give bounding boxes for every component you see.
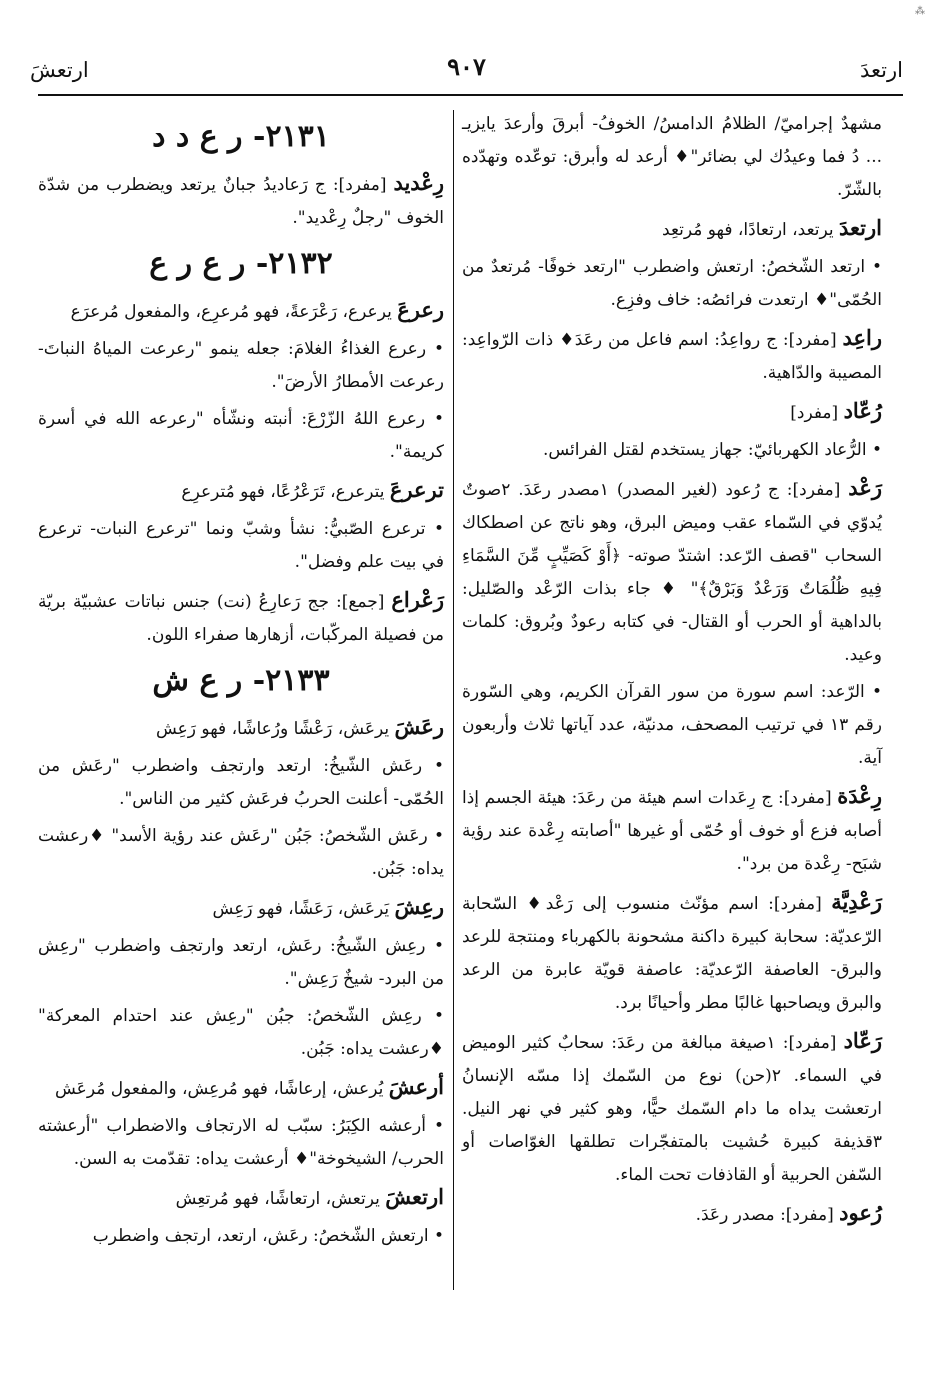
dictionary-entry <box>462 251 882 317</box>
entry-text: • رعِش الشّيخُ: رعَش، ارتعد وارتجف واضطرب "رعِش من البرد- شيخٌ رَعِش". <box>38 936 444 989</box>
entry-headword: رعَشَ <box>394 714 444 739</box>
dictionary-entry <box>38 710 444 746</box>
header-rule <box>38 94 903 96</box>
dictionary-entry <box>38 890 444 926</box>
entry-headword: رَعْد <box>848 475 882 500</box>
dictionary-entry <box>462 1196 882 1232</box>
entry-text: • رعَش الشّخصُ: جَبُن "رعَش عند رؤية الأسد" ♦رعشت يداه: جَبُن. <box>38 826 444 879</box>
entry-headword: ارتعدَ <box>839 215 882 240</box>
corner-mark: ⁂ <box>915 6 925 17</box>
entry-headword: ارتعشَ <box>385 1184 444 1209</box>
entry-text: [جمع]: جج رَعارِعُ (نت) جنس نباتات عشبيّة بريّة من فصيلة المركّبات، أزهارها صفراء اللون. <box>38 592 444 645</box>
entry-text: [مفرد]: ج رَعاديدُ جبانٌ يرتعد ويضطرب من شدّة الخوف "رجلٌ رِعْديد". <box>38 175 444 228</box>
entry-text: مشهدٌ إجراميّ/ الظلامُ الدامسُ/ الخوفُ- أبرقَ وأرعدَ يايزيـ ... دُ فما وعيدُك لي بضائر"♦ أرعد له وأبرق: توعّده وتهدّده بالشّرّ. <box>462 114 882 200</box>
entry-text: [مفرد] <box>790 403 844 423</box>
dictionary-entry <box>38 1000 444 1066</box>
entry-text: يرعرع، رَعْرَعةً، فهو مُرعرِع، والمفعول مُرعرَع <box>70 302 398 322</box>
entry-headword: راعِد <box>842 325 882 350</box>
dictionary-entry <box>38 473 444 509</box>
dictionary-entry <box>38 333 444 399</box>
dictionary-entry <box>462 321 882 390</box>
dictionary-entry <box>462 211 882 247</box>
entry-headword: رعرعَ <box>397 297 444 322</box>
entry-headword: رَعْدِيَّة <box>831 889 882 914</box>
entry-headword: رِعْدَة <box>837 783 882 808</box>
dictionary-entry <box>462 779 882 881</box>
entry-text: [مفرد]: ١صيغة مبالغة من رعَدَ: سحابٌ كثير الوميض في السماء. ٢(حن) نوع من السّمك إذا مسّه الإنسانُ ارتعشت يداه ما دام السّمك حيًّا، وهو كثير في نهر النيل. ٣قذيفة كبيرة حُشيت بالمتفجّرات تطلقها الغوّاصات أو السّفن الحربية أو القاذفات تحت الماء. <box>462 1033 883 1185</box>
entry-text: • ارتعد الشّخصُ: ارتعش واضطرب "ارتعد خوفًا- مُرتعدٌ من الحُمّى"♦ ارتعدت فرائصُه: خاف وفزِع. <box>462 257 882 310</box>
entry-text: [مفرد]: ج رواعِدُ: اسم فاعل من رعَدَ♦ ذات الرّواعِد: المصيبة والدّاهية. <box>462 330 882 383</box>
dictionary-entry <box>38 403 444 469</box>
entry-headword: أرعشَ <box>388 1074 444 1099</box>
entry-text: [مفرد]: مصدر رعَدَ. <box>695 1205 840 1225</box>
entry-headword: رُعّاد <box>843 398 882 423</box>
entry-text: • رعِش الشّخصُ: جبُن "رعِش عند احتدام المعركة" ♦رعشت يداه: جَبُن. <box>38 1006 444 1059</box>
dictionary-entry <box>38 820 444 886</box>
section-heading: ٢١٣١- ر ع د د <box>152 119 330 154</box>
entry-text: [مفرد]: اسم مؤنّث منسوب إلى رَعْد♦ السّحابة الرّعديّة: سحابة كبيرة داكنة مشحونة بالكهرباء ومنتجة للرعد والبرق- العاصفة الرّعديّة: عاصفة قويّة عابرة من الرعد والبرق ويصاحبها غالبًا مطر وأحيانًا برد. <box>462 894 882 1013</box>
header-left-word: ارتعشَ <box>30 58 89 82</box>
entry-text: • رعَش الشّيخُ: ارتعد وارتجف واضطرب "رعَش من الحُمّى- أعلنت الحربُ فرعَش كثير من الناس". <box>38 756 444 809</box>
section-heading: ٢١٣٢- ر ع ر ع <box>149 246 333 281</box>
entry-text: يرتعد، ارتعادًا، فهو مُرتعِد <box>662 220 840 240</box>
dictionary-entry <box>462 394 882 430</box>
entry-headword: رعِشَ <box>394 894 444 919</box>
entry-headword: رُعود <box>839 1200 882 1225</box>
entry-headword: ترعرعَ <box>389 477 444 502</box>
entry-text: يرتعش، ارتعاشًا، فهو مُرتعِش <box>175 1189 386 1209</box>
entry-text: • ترعرع الصّبيُّ: نشأ وشبّ ونما "ترعرع النبات- ترعرع في بيت علم وفضل". <box>38 519 444 572</box>
dictionary-entry <box>462 676 882 775</box>
entry-text: [مفرد]: ج رِعَدات اسم هيئة من رعَدَ: هيئة الجسم إذا أصابه فزع أو خوف أو حُمّى أو غيرها "أصابته رِعْدة عند رؤية شبَح- رِعْدة من برد". <box>462 788 882 874</box>
dictionary-entry <box>462 885 882 1020</box>
entry-text: • ارتعش الشّخصُ: رعَش، ارتعد، ارتجف واضطرب <box>92 1226 444 1246</box>
entry-headword: رِعْديد <box>393 170 444 195</box>
entry-text: • الرّعد: اسم سورة من سور القرآن الكريم، وهي السّورة رقم ١٣ في ترتيب المصحف، مدنيّة، عدد آياتها ثلاث وأربعون آية. <box>462 682 882 768</box>
page-header <box>30 52 903 88</box>
entry-headword: رَعْراع <box>391 587 444 612</box>
entry-text: يُرعش، إرعاشًا، فهو مُرعِش، والمفعول مُرعَش <box>55 1079 389 1099</box>
dictionary-entry <box>38 583 444 652</box>
entry-text: • رعرع اللهُ الزّرْعَ: أنبته ونشّأه "رعرعه الله في أسرة كريمة". <box>38 409 444 462</box>
entry-text: يترعرع، تَرَعْرُعًا، فهو مُترعرِع <box>181 482 390 502</box>
dictionary-entry <box>462 108 882 207</box>
section-heading: ٢١٣٣- ر ع ش <box>152 663 330 698</box>
column-divider <box>453 110 454 1290</box>
dictionary-entry <box>38 1220 444 1253</box>
entry-text: يرعَش، رَعْشًا ورُعاشًا، فهو رَعِش <box>155 719 395 739</box>
dictionary-entry <box>462 471 882 672</box>
entry-text: • رعرع الغذاءُ الغلامَ: جعله ينمو "رعرعت المياهُ النباتَ- رعرعت الأمطارُ الأرضَ". <box>38 339 444 392</box>
header-right-word: ارتعدَ <box>860 58 903 82</box>
dictionary-entry <box>38 1070 444 1106</box>
dictionary-entry <box>38 750 444 816</box>
page-number: ٩٠٧ <box>447 52 486 81</box>
entry-headword: رَعّاد <box>843 1028 882 1053</box>
dictionary-entry <box>38 293 444 329</box>
entry-text: يَرعَش، رَعَشًا، فهو رَعِش <box>212 899 395 919</box>
right-column <box>462 108 882 1236</box>
dictionary-entry <box>462 434 882 467</box>
dictionary-entry <box>38 166 444 235</box>
dictionary-entry <box>38 930 444 996</box>
dictionary-entry <box>462 1024 882 1192</box>
entry-text: • الرُّعاد الكهربائيّ: جهاز يستخدم لقتل الفرائس. <box>542 440 882 460</box>
dictionary-entry <box>38 513 444 579</box>
dictionary-entry <box>38 1180 444 1216</box>
entry-text: [مفرد]: ج رُعود (لغير المصدر) ١مصدر رعَدَ. ٢صوتٌ يُدوّي في السّماء عقب وميض البرق، وهو ناتج عن اصطكاك السحاب "قصف الرّعد: اشتدّ صوته- ﴿أَوْ كَصَيِّبٍ مِّنَ السَّمَاءِ فِيهِ ظُلُمَاتٌ وَرَعْدٌ وَبَرْقٌ﴾" ♦ جاء بذات الرّعْد والصّليل: بالداهية أو الحرب أو القتال- في كتابه رعودٌ وبُروق: كلمات وعيد. <box>462 480 882 665</box>
dictionary-entry <box>38 1110 444 1176</box>
entry-text: • أرعشه الكِبَرُ: سبّب له الارتجاف والاضطراب "أرعشته الحرب/ الشيخوخة"♦ أرعشت يداه: تقدّمت به السن. <box>38 1116 444 1169</box>
left-column <box>38 108 444 1257</box>
